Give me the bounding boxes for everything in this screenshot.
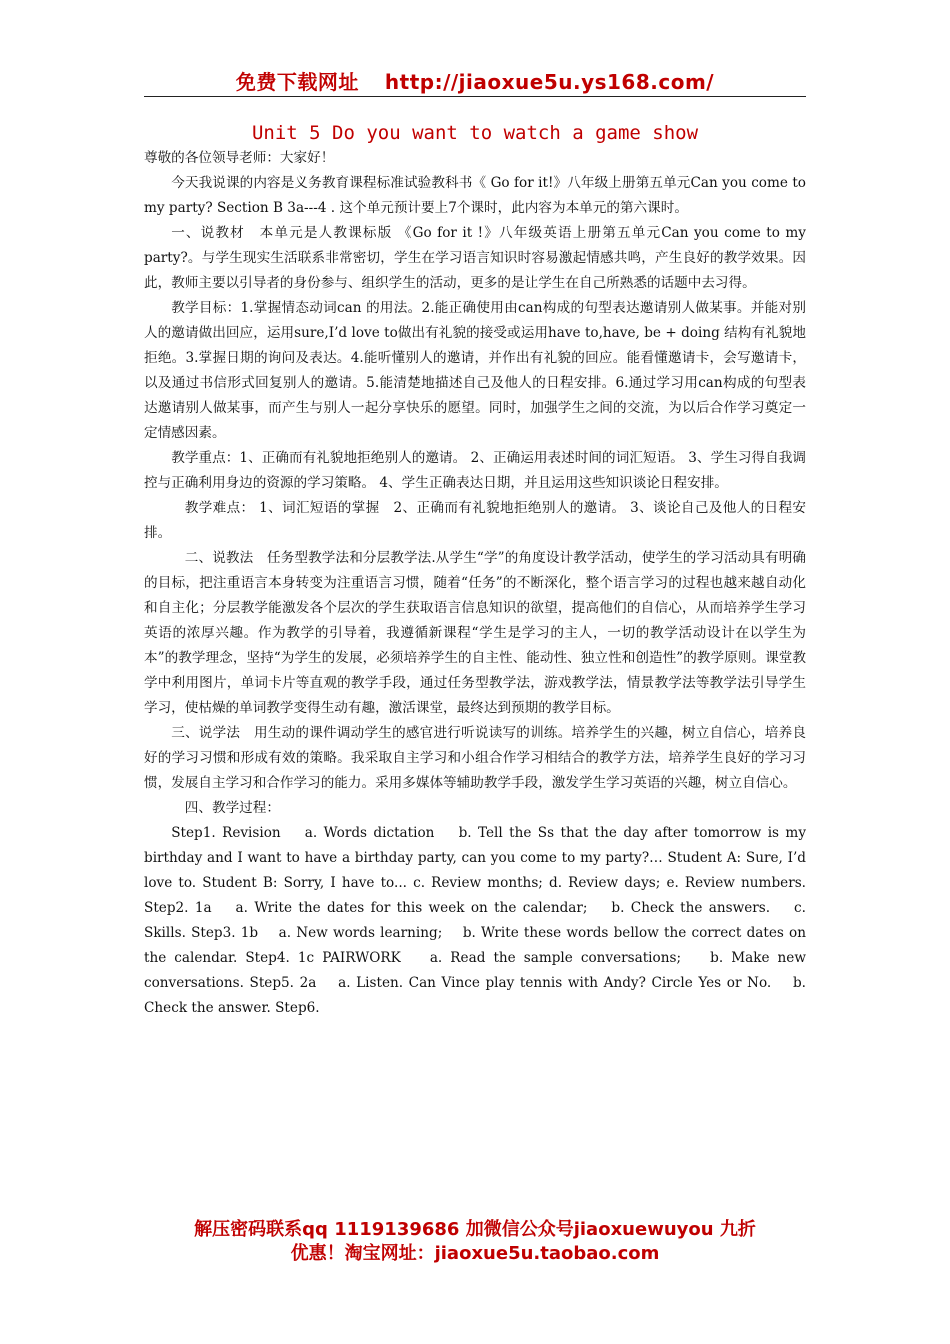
intro-paragraph: 今天我说课的内容是义务教育课程标准试验教科书《 Go for it!》八年级上册第五单元Can you come to my party? Section B 3a---4 . 这个单元预计要上7个课时，此内容为本单元的第六课时。 (144, 175, 806, 216)
key-points-paragraph: 教学重点：1、正确而有礼貌地拒绝别人的邀请。 2、正确运用表述时间的词汇短语。 3、学生习得自我调控与正确利用身边的资源的学习策略。 4、学生正确表达日期，并且运用这些知识谈论日程安排。 (144, 450, 806, 491)
promo-footer (144, 1218, 806, 1266)
site-header (144, 66, 806, 97)
footer-line-1: 解压密码联系qq 1119139686 加微信公众号jiaoxuewuyou 九折 (194, 1219, 756, 1240)
section-4-heading: 四、教学过程： (184, 800, 280, 816)
section-1-paragraph: 一、说教材 本单元是人教课标版 《Go for it !》八年级英语上册第五单元Can you come to my party?。与学生现实生活联系非常密切，学生在学习语言知识时容易激起情感共鸣，产生良好的教学效果。因此，教师主要以引导者的身份参与、组织学生的活动，更多的是让学生在自己所熟悉的话题中去习得。 (144, 225, 806, 291)
footer-line-2: 优惠！淘宝网址：jiaoxue5u.taobao.com (290, 1243, 660, 1264)
section-2-paragraph: 二、说教法 任务型教学法和分层教学法.从学生“学”的角度设计教学活动，使学生的学习活动具有明确的目标，把注重语言本身转变为注重语言习惯，随着“任务”的不断深化，整个语言学习的过程也越来越自动化和自主化；分层教学能激发各个层次的学生获取语言信息知识的欲望，提高他们的自信心，从而培养学生学习英语的浓厚兴趣。作为教学的引导着，我遵循新课程“学生是学习的主人，一切的教学活动设计在以学生为本”的教学理念，坚持“为学生的发展，必须培养学生的自主性、能动性、独立性和创造性”的教学原则。课堂教学中利用图片，单词卡片等直观的教学手段，通过任务型教学法，游戏教学法，情景教学法等教学法引导学生学习，使枯燥的单词教学变得生动有趣，激活课堂，最终达到预期的教学目标。 (144, 550, 806, 716)
document-body (144, 146, 806, 1021)
difficulties-paragraph: 教学难点： 1、词汇短语的掌握 2、正确而有礼貌地拒绝别人的邀请。 3、谈论自己及他人的日程安排。 (144, 500, 806, 541)
steps-paragraph: Step1. Revision a. Words dictation b. Tell the Ss that the day after tomorrow is my birthday and I want to have a birthday party, can you come to my party?… Student A: Sure, I’d love to. Student B: Sorry, I have to... c. Review months; d. Review days; e. Review numbers. Step2. 1a a. Write the dates for this week on the calendar; b. Check the answers. c. Skills. Step3. 1b a. New words learning; b. Write these words bellow the correct dates on the calendar. Step4. 1c PAIRWORK a. Read the sample conversations; b. Make new conversations. Step5. 2a a. Listen. Can Vince play tennis with Andy? Circle Yes or No. b. Check the answer. Step6. (144, 825, 806, 1016)
header-label: 免费下载网址 (235, 70, 359, 94)
objectives-paragraph: 教学目标：1.掌握情态动词can 的用法。2.能正确使用由can构成的句型表达邀请别人做某事。并能对别人的邀请做出回应，运用sure,I’d love to做出有礼貌的接受或运用have to,have, be + doing 结构有礼貌地拒绝。3.掌握日期的询问及表达。4.能听懂别人的邀请，并作出有礼貌的回应。能看懂邀请卡，会写邀请卡，以及通过书信形式回复别人的邀请。5.能清楚地描述自己及他人的日程安排。6.通过学习用can构成的句型表达邀请别人做某事，而产生与别人一起分享快乐的愿望。同时，加强学生之间的交流，为以后合作学习奠定一定情感因素。 (144, 300, 806, 441)
document-title: Unit 5 Do you want to watch a game show (251, 122, 699, 144)
greeting: 尊敬的各位领导老师：大家好！ (144, 150, 335, 166)
header-url-link[interactable]: http://jiaoxue5u.ys168.com/ (384, 70, 715, 94)
section-3-paragraph: 三、说学法 用生动的课件调动学生的感官进行听说读写的训练。培养学生的兴趣，树立自信心，培养良好的学习习惯和形成有效的策略。我采取自主学习和小组合作学习相结合的教学方法，培养学生良好的学习习惯，发展自主学习和合作学习的能力。采用多媒体等辅助教学手段，激发学生学习英语的兴趣，树立自信心。 (144, 725, 806, 791)
